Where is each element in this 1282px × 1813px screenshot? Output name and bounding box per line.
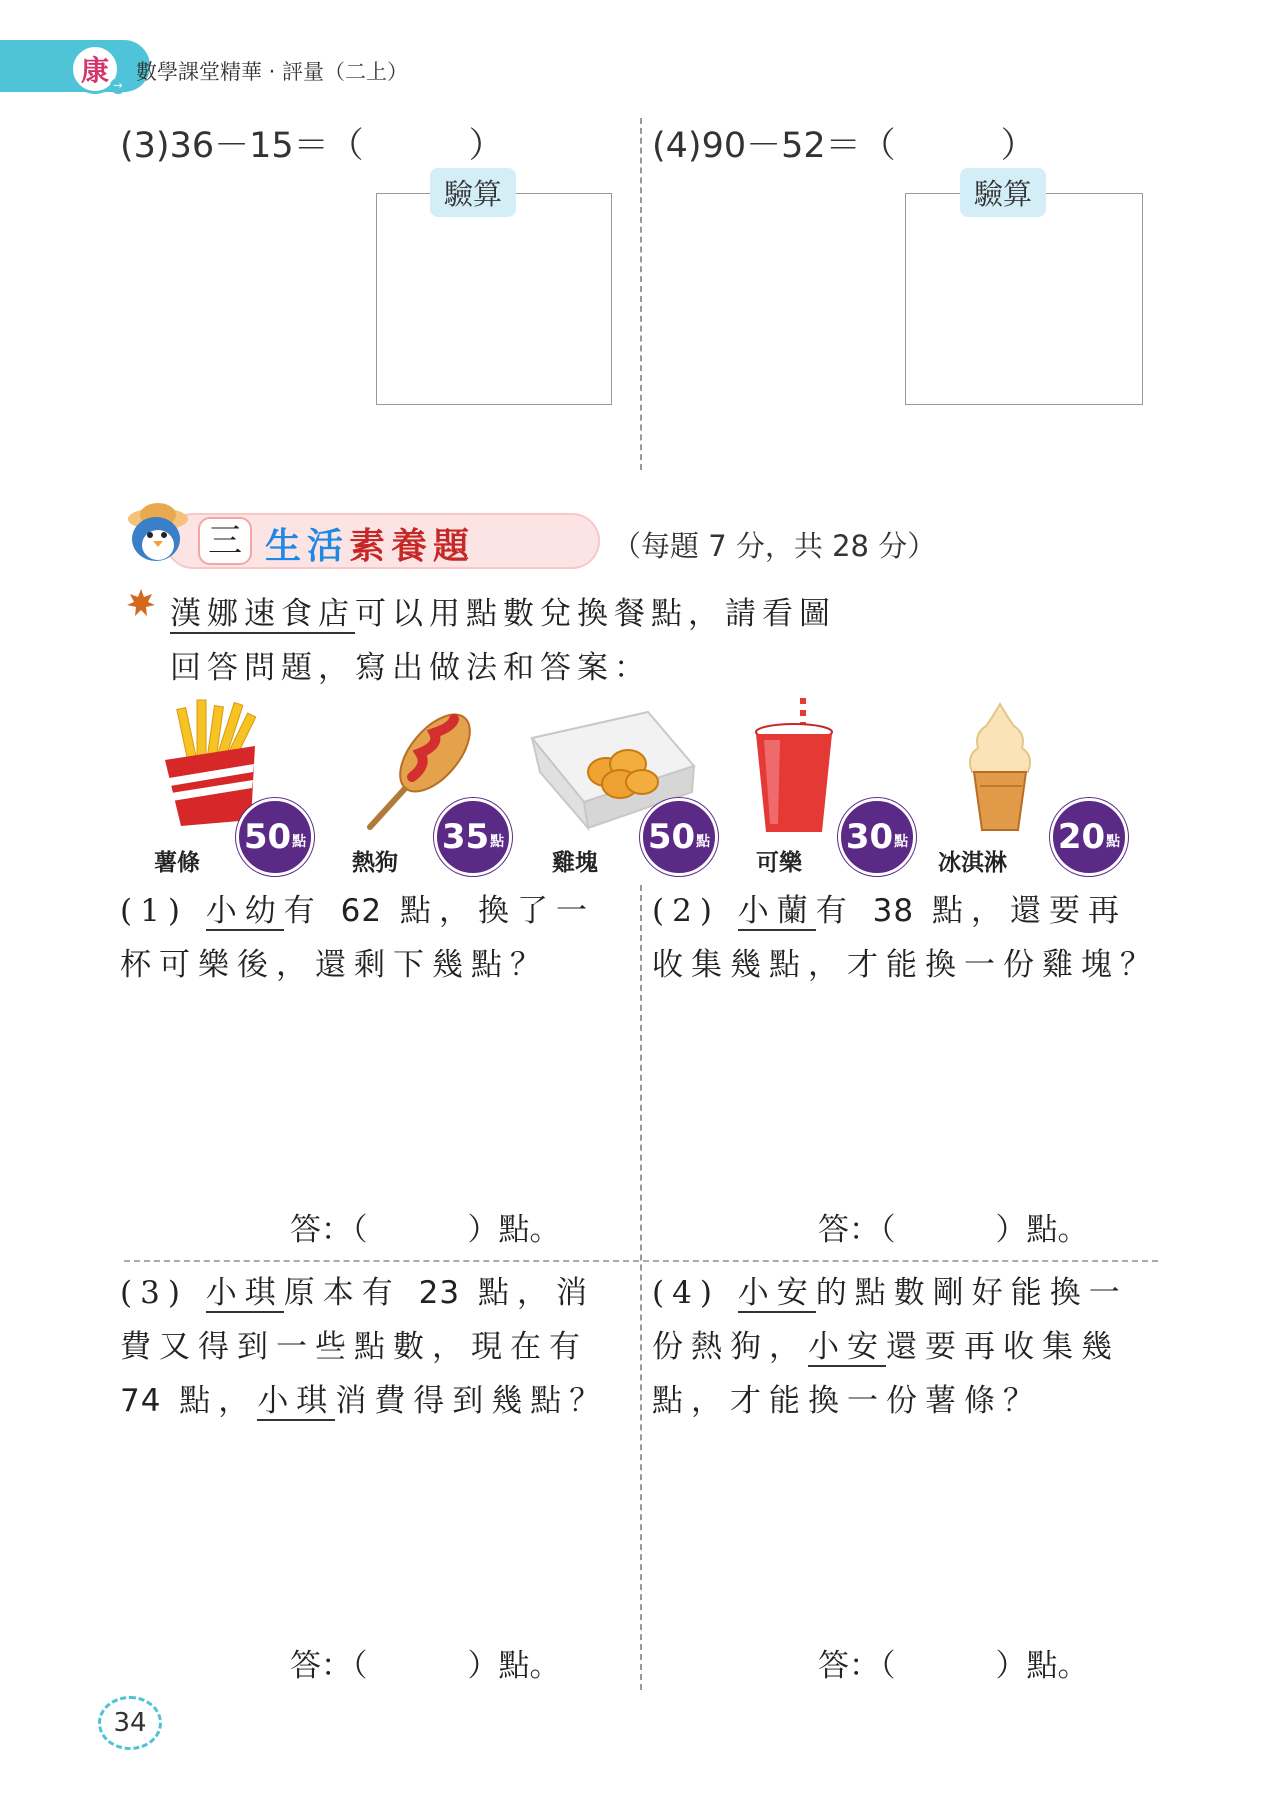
price-badge-ice-cream xyxy=(1050,798,1128,876)
equation-text: 36－15＝（ ） xyxy=(169,126,504,166)
verify-box-3[interactable] xyxy=(376,193,612,405)
price-badge-fries xyxy=(236,798,314,876)
price-unit: 點 xyxy=(292,834,307,850)
intro-line-2: 回答問題，寫出做法和答案： xyxy=(170,650,651,686)
question-number: 38 xyxy=(872,893,915,929)
question-label: (1) xyxy=(120,893,188,929)
answer-suffix: ）點。 xyxy=(467,1648,561,1684)
penguin-mascot-icon xyxy=(122,497,192,567)
food-label-corn-dog: 熱狗 xyxy=(352,849,398,876)
page-number-badge xyxy=(98,1696,162,1750)
arrow-icon: → xyxy=(110,78,126,94)
question-3 xyxy=(120,1266,628,1428)
answer-suffix: ）點。 xyxy=(995,1648,1089,1684)
question-text: 點， xyxy=(161,1383,258,1419)
food-label-nuggets: 雞塊 xyxy=(552,849,598,876)
header-title: 數學課堂精華 ‧ 評量（二上） xyxy=(136,60,409,84)
question-label: (4) xyxy=(652,1275,720,1311)
question-4 xyxy=(652,1266,1162,1428)
answer-line-3 xyxy=(290,1640,561,1685)
price-value: 20 xyxy=(1057,817,1106,857)
brand-char: 康 xyxy=(80,54,109,87)
person-name: 小琪 xyxy=(205,1275,284,1311)
section-title-part-1: 生活 xyxy=(265,526,350,567)
price-unit: 點 xyxy=(696,834,711,850)
question-number: 74 xyxy=(120,1383,162,1419)
question-number: 23 xyxy=(418,1275,461,1311)
question-label: (3) xyxy=(120,1275,188,1311)
section-title xyxy=(265,518,475,569)
person-name: 小幼 xyxy=(205,893,284,929)
answer-suffix: ）點。 xyxy=(467,1212,561,1248)
equation-text: 90－52＝（ ） xyxy=(701,126,1036,166)
food-label-ice-cream: 冰淇淋 xyxy=(938,849,1007,876)
answer-prefix: 答：（ xyxy=(818,1212,896,1248)
answer-line-4 xyxy=(818,1640,1089,1685)
answer-suffix: ）點。 xyxy=(995,1212,1089,1248)
question-text: 點，還要再收集幾點，才能換一份雞塊？ xyxy=(652,893,1159,983)
problem-4-equation xyxy=(652,118,1036,168)
answer-line-1 xyxy=(290,1204,561,1249)
question-2 xyxy=(652,884,1162,992)
verify-label-4: 驗算 xyxy=(960,168,1046,217)
answer-prefix: 答：（ xyxy=(290,1648,368,1684)
price-value: 50 xyxy=(647,817,696,857)
price-unit: 點 xyxy=(1106,834,1121,850)
question-text: 的點數剛好能換一份熱狗， xyxy=(652,1275,1128,1365)
answer-line-2 xyxy=(818,1204,1089,1249)
price-unit: 點 xyxy=(894,834,909,850)
answer-prefix: 答：（ xyxy=(818,1648,896,1684)
question-text: 原本有 xyxy=(283,1275,419,1311)
price-value: 30 xyxy=(845,817,894,857)
intro-line-1 xyxy=(170,588,836,633)
question-text: 有 xyxy=(283,893,341,929)
column-divider-bottom xyxy=(640,885,642,1690)
maple-leaf-icon xyxy=(126,588,156,618)
store-name: 漢娜速食店 xyxy=(170,596,355,632)
person-name: 小安 xyxy=(737,1275,816,1311)
price-value: 35 xyxy=(441,817,490,857)
question-text: 點，消費又得到一些點數，現在有 xyxy=(120,1275,595,1365)
question-text: 消費得到幾點？ xyxy=(335,1383,609,1419)
problem-label: (4) xyxy=(652,126,702,166)
problem-3-equation xyxy=(120,118,504,168)
row-divider xyxy=(124,1260,1158,1262)
section-number: 三 xyxy=(198,517,252,565)
food-label-cola: 可樂 xyxy=(756,849,802,876)
question-1 xyxy=(120,884,628,992)
price-badge-corn-dog xyxy=(434,798,512,876)
price-unit: 點 xyxy=(490,834,505,850)
verify-label-3: 驗算 xyxy=(430,168,516,217)
question-text: 還要再收集幾點，才能換一份薯條？ xyxy=(652,1329,1120,1419)
person-name: 小蘭 xyxy=(737,893,816,929)
ice-cream-cone-icon xyxy=(960,700,1040,835)
question-number: 62 xyxy=(340,893,383,929)
section-score: （每題 7 分，共 28 分） xyxy=(612,529,937,563)
section-title-part-2: 素養題 xyxy=(349,526,476,567)
person-name: 小安 xyxy=(808,1329,886,1365)
problem-label: (3) xyxy=(120,126,170,166)
cola-cup-icon xyxy=(750,696,840,836)
page-number: 34 xyxy=(113,1708,147,1738)
column-divider-top xyxy=(640,118,642,470)
intro-line-1-rest: 可以用點數兌換餐點，請看圖 xyxy=(355,596,836,632)
price-badge-cola xyxy=(838,798,916,876)
question-label: (2) xyxy=(652,893,720,929)
verify-box-4[interactable] xyxy=(905,193,1143,405)
food-label-fries: 薯條 xyxy=(154,849,200,876)
question-text: 有 xyxy=(815,893,873,929)
price-badge-nuggets xyxy=(640,798,718,876)
price-value: 50 xyxy=(243,817,292,857)
answer-prefix: 答：（ xyxy=(290,1212,368,1248)
question-text: 點，換了一杯可樂後，還剩下幾點？ xyxy=(120,893,595,983)
person-name: 小琪 xyxy=(257,1383,336,1419)
